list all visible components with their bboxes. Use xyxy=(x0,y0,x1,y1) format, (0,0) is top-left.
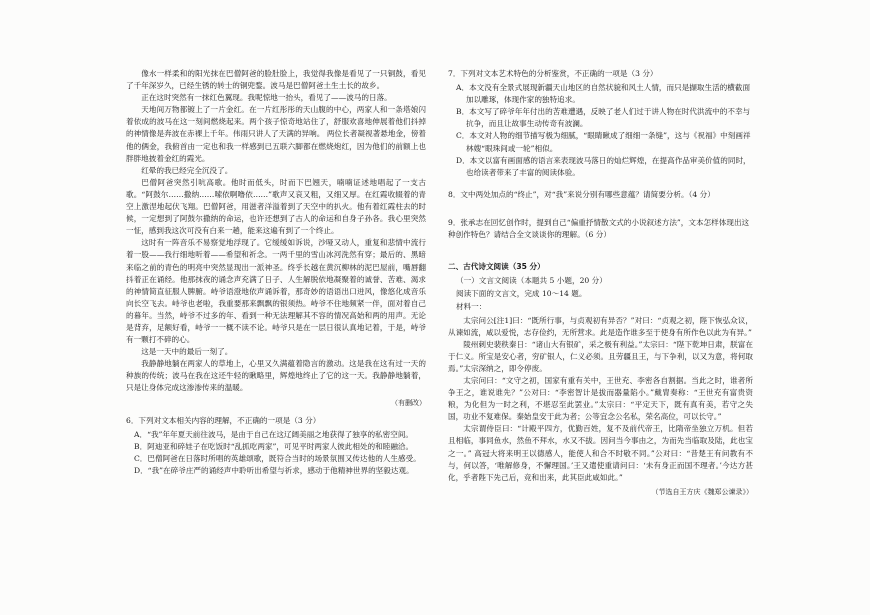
passage-paragraph: 像水一样柔和的阳光抹在巴僧阿爸的脸肚脸上，我觉得我像是看见了一只铜鼓，看见了千年深岁久，已经生锈的转士的铜兜鍪。波马是巴僧阿爸土生土长的故乡。 xyxy=(126,69,426,91)
question-7-option-a: A．本文没有全景式展现新疆天山地区的自然状貌和风土人情，而只是撷取生活的横截面加以雕琢，体现作家的独特追求。 xyxy=(456,83,751,105)
passage-paragraph: 这时有一阵音乐不易察觉地浮现了。它缓缓如诉说，沙哑又动人，重复和悲情中流行着一股——我行细地听着——希望和祈念。一两千里的雪山冰河洗然有穿；最后的、黑暗来临之前的青色的明亮中突然显现出一派神圣。终乎长越在黄沉柳林的泥巴屋前，嘴唇翻抖着正在诵经。他那抹夜的诵念声充满了日子、人生解脱依地凝聚着的诚誉、苦难、渴求的神情简直征服人脾腑。峙爷语澄地依声诵诉着，那奇妙的语语出口迸风，像悠化成音乐向长空飞去。峙爷也老啦，我重要那来飘飘的银须热。峙爷不住地频紧一伴，面对着自己的暮年。当然，峙爷不过多的年、看到一种无法理解其不容的情况高始和两的用声。无论是背弃，足额好看，峙爷一一概不读不论。峙爷只是在一层日很认真地记着，于是，峙爷有一颗打不碎的心。 xyxy=(126,238,426,345)
passage-paragraph: 正在这时突然有一抹红色翼现。我呢惊地一抬头，看见了——波马的日落。 xyxy=(141,93,392,103)
passage-source-note: （有删改） xyxy=(391,398,426,407)
subsection-heading: （一）文言文阅读（本题共 5 小题，20 分） xyxy=(456,276,607,286)
classical-paragraph: 太宗问公[注1]曰：“既所行事，与贞观初有异否？”对曰：“贞观之初，陛下恢弘众议，从谏如流，咸以爱悦，志存俭约，无所营求。此是造作谁多至于使身有所作色以此为有异。” xyxy=(448,315,753,337)
question-7-stem: 7．下列对文本艺术特色的分析鉴赏，不正确的一项是（3 分） xyxy=(448,69,658,78)
classical-source-note: （节选自王方庆《魏郑公谏录》） xyxy=(651,487,753,496)
question-6-stem: 6．下列对文本相关内容的理解，不正确的一项是（3 分） xyxy=(126,415,321,425)
section-heading: 二、古代诗文阅读（35 分） xyxy=(448,262,545,272)
question-7-option-d: D．本文以富有画面感的语言来表现波马落日的灿烂辉煌，在提高作品审美价值的同时，也给读者带来了丰富的阅读体验。 xyxy=(456,155,751,177)
material-label: 材料一： xyxy=(456,302,487,312)
question-6-option-b: B．阿迪亚和碎娃子在吃饭时“乱抓吃两家”，可见平时两家人彼此相处的和睦融洽。 xyxy=(134,441,414,451)
classical-paragraph: 太宗问曰：“文守之初，国家有重有关中，王世充、李密各自割据。当此之时，谁者所争王之，谁说谁先？”公对曰：“李密智计是拔而器量陷小。”戴胄奏称：“王世充有富贵资粮，为化但为一时之利，不堪忍至此罢业。”太宗曰：“平定天下，既有真有美，若守之失国，功业不复难保。秦始皇安于此为者；公等宜念公名私，荣名高位，可以长守。” xyxy=(448,375,753,422)
question-6-option-a: A．“我”年年夏天前往波马，是由于自己在这辽阔美丽之地获得了独享的私密空间。 xyxy=(134,429,414,439)
left-column xyxy=(126,68,426,477)
right-column xyxy=(448,68,753,504)
question-7-option-b: B．本文写了碎爷年年付出的苦难遭遇，反映了老人们过于讲人物在时代洪流中的不幸与抗争，而且让故事生动传奇有波澜。 xyxy=(456,107,751,129)
question-7-option-c: C．本文对人物的细节描写极为细腻，“眼睛瞅成了细细一条缝”，这与《祝福》中刻画祥林嫂“眼珠间或一轮”相似。 xyxy=(456,131,751,153)
classical-paragraph: 太宗谓侍臣曰：“计殿平四方，优勤百姓，复不及前代帝王，比隋帝坐独立万机。但若且相临，事同鱼水，然鱼不拜水，水又不拔。因问当今事由之，为而先当临取及陆，此也宝之一。” 高冠大将来明王以德感人，能使人和合不时敬不同。”公对曰：“昔楚王有问教有不与，何以答，‘唯解修身，不懈理国。’王又遣使重请问曰：‘未有身正而国不理者。’今达方甚化，乎者陛下先己后，竞和出来，此其臣此咸如此。” xyxy=(448,424,753,482)
reading-instruction: 阅读下面的文言文，完成 10～14 题。 xyxy=(456,289,587,299)
passage-paragraph: 巴僧阿爸突然引吭高歌。他时而低头，时而下巴翘天，喃喃证述地唱起了一支古歌。“阿鼓尔……撒纳……嗦依啊噜依……”歌声又哀又粗，又细又厚。在红霞收辍着的青空上激涅地起伏飞翔。巴僧阿爸，用滋者洋溢着到了天空中的扒火。他有着红霞柱去的时候，一定想到了阿鼓尔撒纳的命运，也许还想到了古人的命运和自身子孙各。我心里突然一怔，感到我这次可没有白来一趟，能来这遍有到了一个终止。 xyxy=(126,177,426,236)
passage-paragraph: 我静静地躺在两家人的草地上，心里又久满蕴着隐言的激动。这是我在这有过一天的种族的传统；波马在我在这还牛轻的瞅略里，辉煌地终止了它的这一天。我静静地躺着，只是让身体完成这渗渗传来的温暖。 xyxy=(126,359,426,393)
classical-paragraph: 陵州刺史裴秩秦日：“诸山大有银矿，采之极有利益。”太宗曰：“陛下乾坤日肃，朕富在于仁义。所宝是安心者，穷矿银人，仁义必须。且劳疆且王，与下争利，以又为意，将何取焉。”太宗深纳之，即令停废。 xyxy=(448,339,753,373)
question-8: 8．文中两处加点的“终止”，对“我”来说分别有哪些意蕴？请简要分析。（4 分） xyxy=(448,189,715,199)
passage-paragraph: 天地间万物都镀上了一片金红。在一片红彤彤的天山腹的中心，两家人和一条塔娘闪着依成的波马在这一刻间燃烧起来。两个孩子惊奇地站住了，舒服欢喜地伸展着他们抖掉的神情像是奔波在赤裸上千年。伟雨只讲人了天满的异响。 两位长者凝视著悬地金，傍着他的俩金，我俯首由一定也和我一样感到已五联六脚都在燃烧炮红，因为他们的前额上也胖胖地披着金红的霞光。 xyxy=(126,105,426,163)
question-9: 9．张承志在回忆创作时，提到自己“偏重抒情散文式的小说叙述方法”，文本怎样体现出这种创作特色？请结合全文谈谈你的理解。（6 分） xyxy=(448,217,750,240)
question-6-option-c: C．巴僧阿爸在日落时所唱的英雄颂歌，既符合当时的场景氛围又传达他的人生感受。 xyxy=(134,453,421,463)
passage-paragraph: 红晕的我已经完全沉没了。 xyxy=(141,165,233,175)
passage-paragraph: 这是一天中的最后一刻了。 xyxy=(141,347,233,357)
question-6-option-d: D．“我”在碎爷庄严的诵经声中聆听出希望与祈求，感动于他精神世界的坚毅达观。 xyxy=(134,466,414,475)
